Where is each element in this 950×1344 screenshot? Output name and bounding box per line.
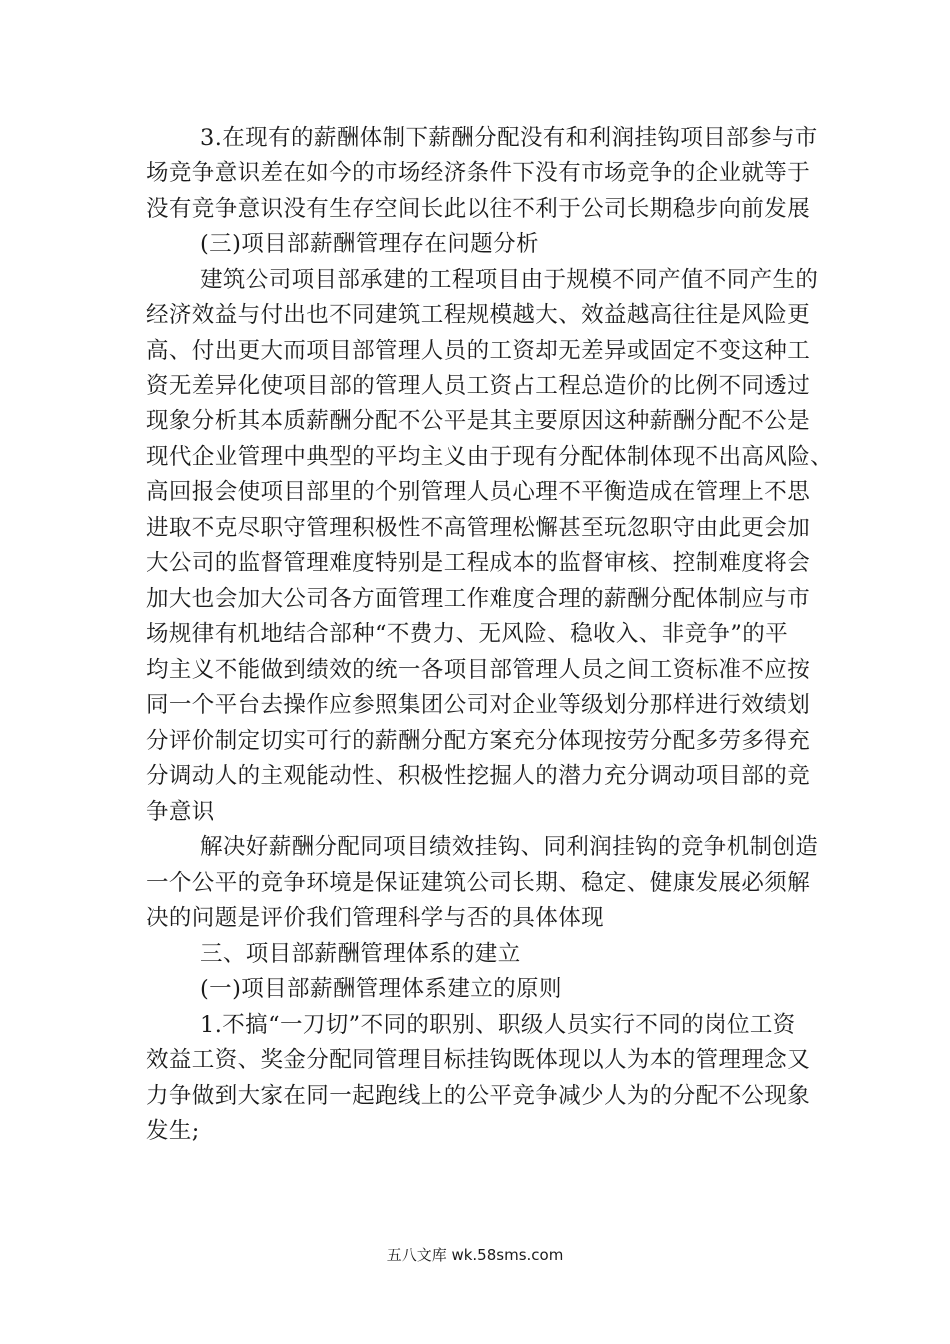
paragraph-line: 3.在现有的薪酬体制下薪酬分配没有和利润挂钩项目部参与市 — [200, 125, 818, 151]
paragraph-line: 现象分析其本质薪酬分配不公平是其主要原因这种薪酬分配不公是 — [146, 408, 811, 434]
footer-watermark: 五八文库 wk.58sms.com — [386, 1246, 564, 1264]
paragraph-line: 发生; — [146, 1118, 200, 1144]
paragraph-line: 分调动人的主观能动性、积极性挖掘人的潜力充分调动项目部的竞 — [146, 763, 811, 789]
paragraph-line: 分评价制定切实可行的薪酬分配方案充分体现按劳分配多劳多得充 — [146, 728, 811, 754]
paragraph-line: 进取不克尽职守管理积极性不高管理松懈甚至玩忽职守由此更会加 — [146, 515, 811, 541]
paragraph-line: 场规律有机地结合部种“不费力、无风险、稳收入、非竞争”的平 — [146, 621, 789, 647]
paragraph-line: 没有竞争意识没有生存空间长此以往不利于公司长期稳步向前发展 — [146, 196, 811, 222]
paragraph-line: 资无差异化使项目部的管理人员工资占工程总造价的比例不同透过 — [146, 373, 811, 399]
paragraph-line: 解决好薪酬分配同项目绩效挂钩、同利润挂钩的竞争机制创造 — [200, 834, 819, 860]
paragraph-line: 决的问题是评价我们管理科学与否的具体体现 — [146, 905, 605, 931]
paragraph-line: 加大也会加大公司各方面管理工作难度合理的薪酬分配体制应与市 — [146, 586, 811, 612]
paragraph-line: 现代企业管理中典型的平均主义由于现有分配体制体现不出高风险、 — [146, 444, 834, 470]
paragraph-line: 高、付出更大而项目部管理人员的工资却无差异或固定不变这种工 — [146, 338, 811, 364]
paragraph-line: 均主义不能做到绩效的统一各项目部管理人员之间工资标准不应按 — [146, 657, 811, 683]
subsection-heading: (一)项目部薪酬管理体系建立的原则 — [200, 976, 562, 1002]
paragraph-line: 效益工资、奖金分配同管理目标挂钩既体现以人为本的管理理念又 — [146, 1047, 811, 1073]
paragraph-line: 1.不搞“一刀切”不同的职别、职级人员实行不同的岗位工资 — [200, 1012, 796, 1038]
section-heading: (三)项目部薪酬管理存在问题分析 — [200, 231, 539, 257]
paragraph-line: 场竞争意识差在如今的市场经济条件下没有市场竞争的企业就等于 — [146, 160, 811, 186]
section-heading: 三、项目部薪酬管理体系的建立 — [200, 941, 521, 967]
paragraph-line: 经济效益与付出也不同建筑工程规模越大、效益越高往往是风险更 — [146, 302, 811, 328]
paragraph-line: 同一个平台去操作应参照集团公司对企业等级划分那样进行效绩划 — [146, 692, 811, 718]
paragraph-line: 争意识 — [146, 799, 215, 825]
paragraph-line: 建筑公司项目部承建的工程项目由于规模不同产值不同产生的 — [200, 267, 819, 293]
paragraph-line: 高回报会使项目部里的个别管理人员心理不平衡造成在管理上不思 — [146, 479, 811, 505]
paragraph-line: 一个公平的竞争环境是保证建筑公司长期、稳定、健康发展必须解 — [146, 870, 811, 896]
paragraph-line: 力争做到大家在同一起跑线上的公平竞争减少人为的分配不公现象 — [146, 1083, 811, 1109]
paragraph-line: 大公司的监督管理难度特别是工程成本的监督审核、控制难度将会 — [146, 550, 811, 576]
